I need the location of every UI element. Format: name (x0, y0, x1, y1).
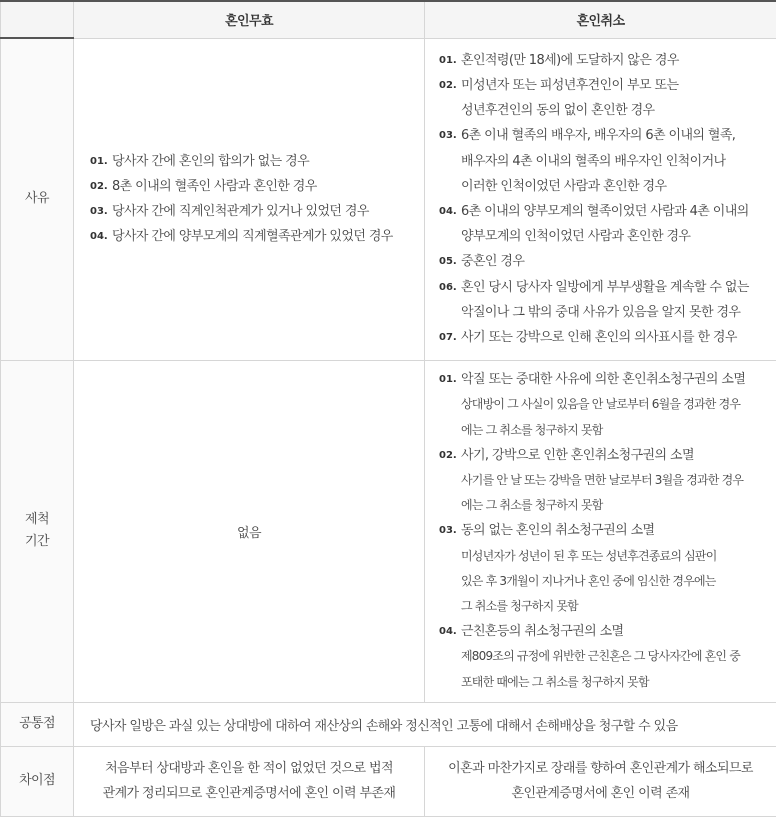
list-item: 03. 당사자 간에 직계인척관계가 있거나 있었던 경우 (90, 199, 414, 224)
common-label: 공통점 (1, 702, 74, 746)
grounds-annulment-list (439, 48, 772, 350)
difference-label: 차이점 (1, 746, 74, 816)
list-item: 01. 당사자 간에 혼인의 합의가 없는 경우 (90, 149, 414, 174)
list-item: 02. 8촌 이내의 혈족인 사람과 혼인한 경우 (90, 174, 414, 199)
list-item: 06. 혼인 당시 당사자 일방에게 부부생활을 계속할 수 없는 악질이나 그 밖의 중대 사유가 있음을 알지 못한 경우 (439, 275, 772, 325)
list-item: 07. 사기 또는 강박으로 인해 혼인의 의사표시를 한 경우 (439, 325, 772, 350)
header-annulment: 혼인취소 (425, 1, 776, 38)
list-item: 04. 근친혼등의 취소청구권의 소멸 제809조의 규정에 위반한 근친혼은 그 당사자간에 혼인 중 포태한 때에는 그 취소를 청구하지 못함 (439, 619, 772, 695)
period-invalidity-cell: 없음 (74, 360, 425, 702)
common-cell: 당사자 일방은 과실 있는 상대방에 대하여 재산상의 손해와 정신적인 고통에 대해서 손해배상을 청구할 수 있음 (74, 702, 776, 746)
difference-row (1, 746, 776, 816)
grounds-annulment-cell (425, 38, 776, 360)
period-row (1, 360, 776, 702)
list-item: 04. 당사자 간에 양부모계의 직계혈족관계가 있었던 경우 (90, 224, 414, 249)
period-label: 제척 기간 (1, 360, 74, 702)
difference-invalidity-text: 처음부터 상대방과 혼인을 한 적이 없었던 것으로 법적 관계가 정리되므로 혼인관계증명서에 혼인 이력 부존재 (75, 756, 423, 806)
grounds-invalidity-cell (74, 38, 425, 360)
list-item: 04. 6촌 이내의 양부모계의 혈족이었던 사람과 4촌 이내의 양부모계의 인척이었던 사람과 혼인한 경우 (439, 199, 772, 249)
grounds-row (1, 38, 776, 360)
list-item: 05. 중혼인 경우 (439, 249, 772, 274)
list-item: 02. 미성년자 또는 피성년후견인이 부모 또는 성년후견인의 동의 없이 혼인한 경우 (439, 73, 772, 123)
header-invalidity: 혼인무효 (74, 1, 425, 38)
list-item: 01. 혼인적령(만 18세)에 도달하지 않은 경우 (439, 48, 772, 73)
grounds-invalidity-list (90, 149, 414, 250)
list-item: 02. 사기, 강박으로 인한 혼인취소청구권의 소멸 사기를 안 날 또는 강박을 면한 날로부터 3월을 경과한 경우 에는 그 취소를 청구하지 못함 (439, 443, 772, 519)
common-row (1, 702, 776, 746)
header-empty-cell (1, 1, 74, 38)
grounds-label: 사유 (1, 38, 74, 360)
list-item: 01. 악질 또는 중대한 사유에 의한 혼인취소청구권의 소멸 상대방이 그 사실이 있음을 안 날로부터 6월을 경과한 경우 에는 그 취소를 청구하지 못함 (439, 367, 772, 443)
difference-invalidity-cell (74, 746, 425, 816)
list-item: 03. 동의 없는 혼인의 취소청구권의 소멸 미성년자가 성년이 된 후 또는 성년후견종료의 심판이 있은 후 3개월이 지나거나 혼인 중에 임신한 경우에는 그 취소를 청구하지 못함 (439, 518, 772, 619)
period-annulment-cell (425, 360, 776, 702)
header-row (1, 1, 776, 38)
difference-annulment-text: 이혼과 마찬가지로 장래를 향하여 혼인관계가 해소되므로 혼인관계증명서에 혼인 이력 존재 (426, 756, 775, 806)
list-item: 03. 6촌 이내 혈족의 배우자, 배우자의 6촌 이내의 혈족, 배우자의 4촌 이내의 혈족의 배우자인 인척이거나 이러한 인척이었던 사람과 혼인한 경우 (439, 123, 772, 199)
difference-annulment-cell (425, 746, 776, 816)
period-annulment-list (439, 367, 772, 695)
